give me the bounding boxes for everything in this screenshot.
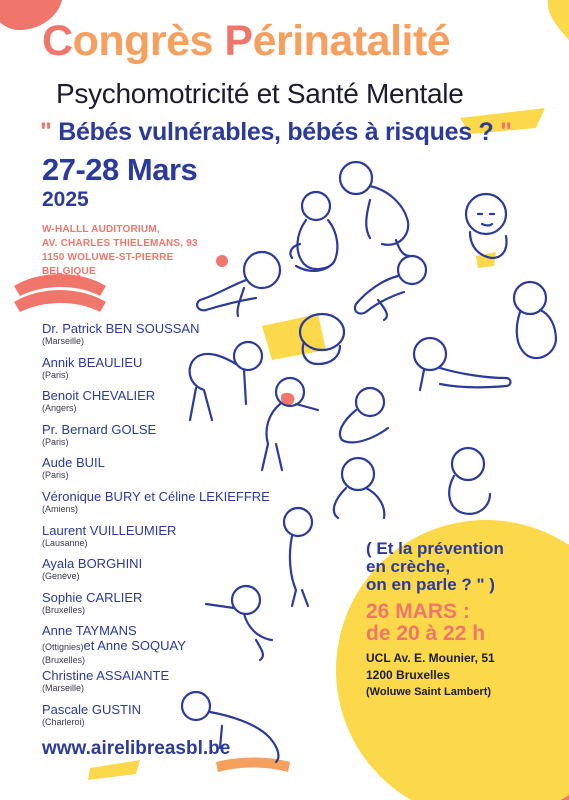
speaker-city: (Angers)	[42, 403, 77, 414]
side-event-address-line: 1200 Bruxelles	[366, 668, 451, 682]
side-event-district: (Woluwe Saint Lambert)	[366, 686, 492, 698]
speaker-duo-second-line	[42, 638, 302, 655]
speaker-item	[42, 556, 302, 590]
speaker-item	[42, 388, 302, 422]
speaker-name: Pascale GUSTIN	[42, 701, 141, 717]
title-part-1: ongrès	[72, 17, 225, 65]
speaker-item	[42, 523, 302, 557]
speaker-city: (Ottignies)	[42, 642, 84, 653]
venue-address	[42, 223, 198, 279]
yellow-stroke-bottom	[88, 760, 140, 780]
speaker-city: (Lausanne)	[42, 537, 88, 548]
title-letter-p: P	[224, 17, 253, 65]
side-event-question-line: en crèche,	[366, 557, 451, 576]
speaker-item	[42, 321, 302, 355]
speaker-city: (Paris)	[42, 470, 69, 481]
speaker-name: Dr. Patrick BEN SOUSSAN	[42, 321, 200, 336]
speaker-list	[42, 321, 302, 736]
side-event-time-line: de 20 à 22 h	[366, 622, 486, 645]
speaker-name: Véronique BURY et Céline LEKIEFFRE	[42, 488, 270, 504]
speaker-name: Laurent VUILLEUMIER	[42, 522, 177, 538]
speaker-item	[42, 355, 302, 389]
speaker-city: (Paris)	[42, 369, 69, 380]
side-event-question	[366, 540, 566, 594]
theme-title	[40, 118, 512, 147]
theme-text: Bébés vulnérables, bébés à risques ?	[51, 118, 501, 146]
side-event-date-line: 26 MARS :	[366, 600, 470, 623]
venue-line: BELGIQUE	[42, 266, 96, 277]
theme-open-quote: "	[40, 118, 52, 146]
speaker-city: (Amiens)	[42, 503, 79, 514]
side-event-date	[366, 601, 485, 645]
speaker-item	[42, 702, 302, 736]
side-event-address	[366, 650, 495, 701]
speaker-item	[42, 489, 302, 523]
yellow-blob-top-right	[548, 0, 569, 40]
speaker-name: Ayala BORGHINI	[42, 556, 143, 572]
speaker-name: Pr. Bernard GOLSE	[42, 421, 157, 437]
title-part-2: érinatalité	[252, 17, 451, 65]
speaker-city: (Paris)	[42, 436, 69, 447]
speaker-item	[42, 590, 302, 624]
event-year: 2025	[42, 188, 89, 211]
congress-title	[42, 17, 451, 65]
venue-line: W-HALLL AUDITORIUM,	[42, 224, 160, 235]
coral-dot	[216, 255, 228, 267]
speaker-name: Annik BEAULIEU	[42, 354, 143, 370]
speaker-item-duo	[42, 623, 302, 668]
side-event-address-line: UCL Av. E. Mounier, 51	[366, 651, 495, 665]
speaker-item	[42, 455, 302, 489]
speaker-name: Anne TAYMANS	[42, 623, 137, 639]
speaker-city: (Bruxelles)	[42, 604, 86, 615]
side-event-question-line: on en parle ? " )	[366, 575, 495, 594]
website-link[interactable]: www.airelibreasbl.be	[42, 738, 231, 759]
speaker-city: (Marseille)	[42, 683, 85, 694]
speaker-item	[42, 422, 302, 456]
event-dates: 27-28 Mars	[42, 152, 198, 187]
title-letter-c: C	[42, 17, 73, 65]
congress-subtitle: Psychomotricité et Santé Mentale	[56, 78, 464, 109]
speaker-city: (Genève)	[42, 571, 80, 582]
venue-line: 1150 WOLUWE-ST-PIERRE	[42, 252, 174, 263]
coral-stripes	[14, 274, 106, 312]
theme-close-quote: "	[500, 118, 512, 146]
speaker-name: et Anne SOQUAY	[83, 638, 186, 654]
speaker-city: (Bruxelles)	[42, 655, 86, 666]
speaker-city: (Marseille)	[42, 336, 85, 346]
speaker-name: Benoit CHEVALIER	[42, 388, 156, 404]
speaker-city: (Charleroi)	[42, 716, 85, 727]
side-event-question-line: ( Et la prévention	[366, 539, 504, 558]
speaker-name: Sophie CARLIER	[42, 589, 143, 605]
speaker-name: Christine ASSAIANTE	[42, 668, 170, 684]
speaker-name: Aude BUIL	[42, 455, 105, 471]
yellow-blob-small	[476, 252, 496, 268]
speaker-item	[42, 668, 302, 702]
venue-line: AV. CHARLES THIELEMANS, 93	[42, 238, 198, 249]
